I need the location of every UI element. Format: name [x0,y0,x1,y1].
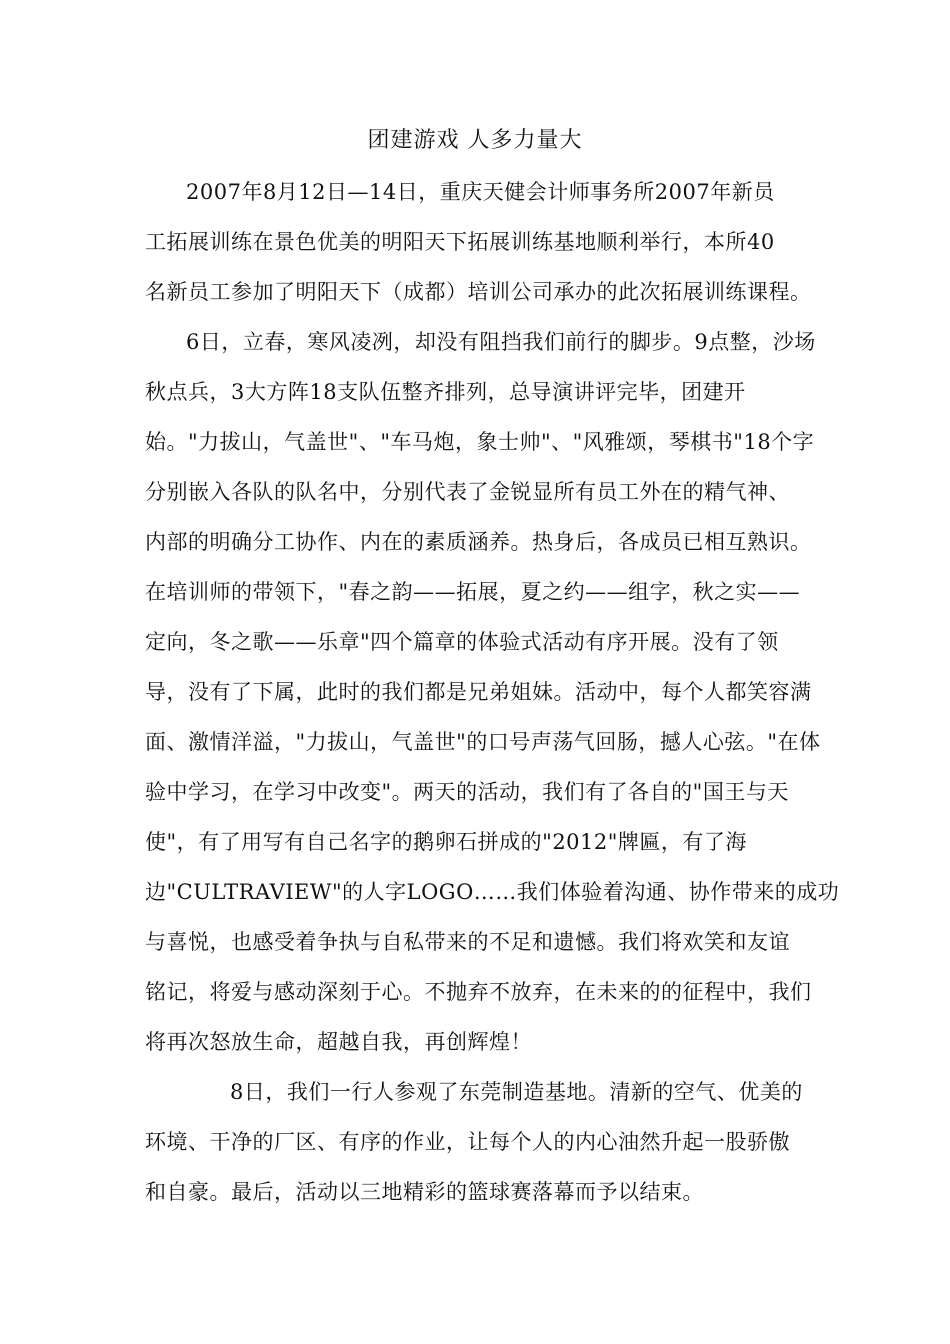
text-line: 工拓展训练在景色优美的明阳天下拓展训练基地顺利举行，本所40 [145,230,775,254]
text-line: 导，没有了下属，此时的我们都是兄弟姐妹。活动中，每个人都笑容满 [145,680,812,704]
text-line: 面、激情洋溢，"力拔山，气盖世"的口号声荡气回肠，撼人心弦。"在体 [145,730,821,754]
text-line: 使"，有了用写有自己名字的鹅卵石拼成的"2012"牌匾，有了海 [145,830,747,854]
text-line: 和自豪。最后，活动以三地精彩的篮球赛落幕而予以结束。 [145,1180,704,1204]
text-line: 2007年8月12日—14日，重庆天健会计师事务所2007年新员 [186,180,775,204]
text-line: 验中学习，在学习中改变"。两天的活动，我们有了各自的"国王与天 [145,780,789,804]
text-line: 6日，立春，寒风凌冽，却没有阻挡我们前行的脚步。9点整，沙场 [186,330,816,354]
text-line: 边"CULTRAVIEW"的人字LOGO……我们体验着沟通、协作带来的成功 [145,880,840,904]
text-line: 环境、干净的厂区、有序的作业，让每个人的内心油然升起一股骄傲 [145,1130,790,1154]
document-title: 团建游戏 人多力量大 [367,128,583,153]
text-line: 秋点兵，3大方阵18支队伍整齐排列，总导演讲评完毕，团建开 [145,380,746,404]
text-line: 在培训师的带领下，"春之韵——拓展，夏之约——组字，秋之实—— [145,580,801,604]
text-line: 内部的明确分工协作、内在的素质涵养。热身后，各成员已相互熟识。 [145,530,812,554]
text-line: 与喜悦，也感受着争执与自私带来的不足和遗憾。我们将欢笑和友谊 [145,930,790,954]
text-line: 铭记，将爱与感动深刻于心。不抛弃不放弃，在未来的的征程中，我们 [145,980,812,1004]
text-line: 8日，我们一行人参观了东莞制造基地。清新的空气、优美的 [230,1080,803,1104]
text-line: 始。"力拔山，气盖世"、"车马炮，象士帅"、"风雅颂，琴棋书"18个字 [145,430,815,454]
text-line: 定向，冬之歌——乐章"四个篇章的体验式活动有序开展。没有了领 [145,630,779,654]
text-line: 分别嵌入各队的队名中，分别代表了金锐显所有员工外在的精气神、 [145,480,790,504]
text-line: 名新员工参加了明阳天下（成都）培训公司承办的此次拓展训练课程。 [145,280,812,304]
text-line: 将再次怒放生命，超越自我，再创辉煌！ [145,1030,532,1054]
